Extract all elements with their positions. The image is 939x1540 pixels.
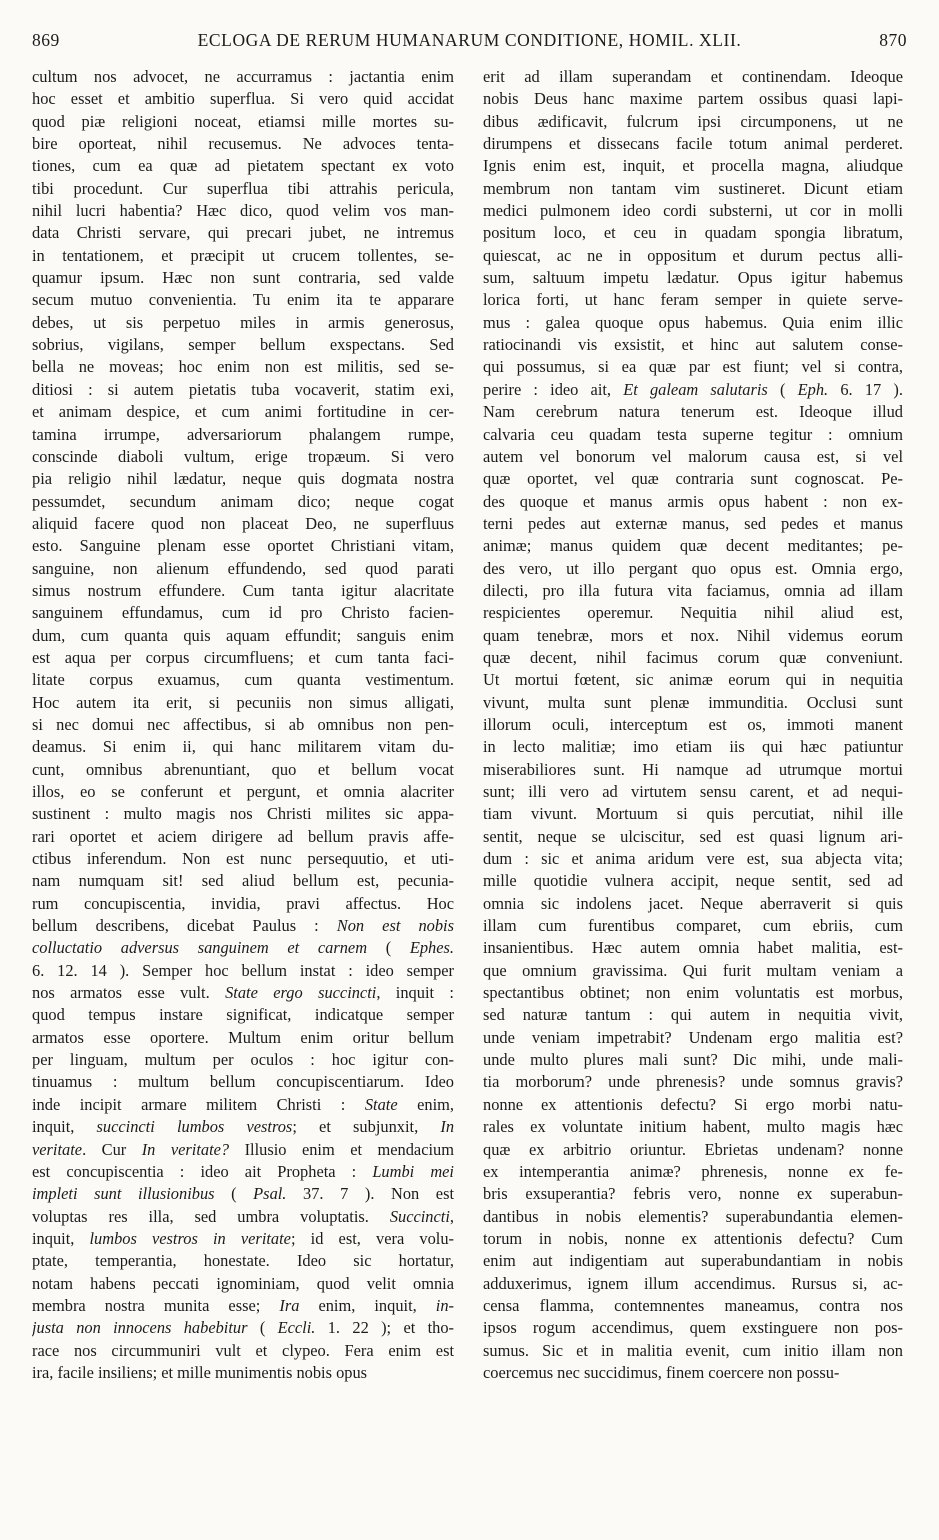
text-line: sumus. Sic et in malitia evenit, cum initio illam non [483, 1340, 903, 1360]
text-line: sobrius, vigilans, semper bellum exspectans. Sed [32, 335, 454, 355]
text-line: esto. Sanguine plenam esse oportet Christiani vitam, [32, 536, 454, 556]
text-line: dantibus in nobis elementis? superabundantia elemen- [483, 1206, 903, 1226]
text-line: race nos circummuniri vult et clypeo. Fera enim est [32, 1340, 454, 1360]
text-line: nam numquam sit! sed aliud bellum est, pecunia- [32, 871, 454, 891]
text-line: Nam cerebrum natura tenerum est. Ideoque illud [483, 402, 903, 422]
text-line: Ignis enim est, inquit, et procella magna, aliudque [483, 156, 903, 176]
text-line: quam tenebræ, mors et nox. Nihil videmus eorum [483, 625, 903, 645]
text-line: hoc esset et ambitio superflua. Si vero quid accidat [32, 89, 454, 109]
text-line: qui possumus, si ea quæ par est fiunt; vel si contra, [483, 357, 903, 377]
text-line: dibus ædificavit, fulcrum ipsi circumponens, ut ne [483, 111, 903, 131]
text-line: unde multo plures mali sunt? Dic mihi, unde mali- [483, 1050, 903, 1070]
text-line: tamina irrumpe, adversariorum phalangem rumpe, [32, 424, 454, 444]
text-line: colluctatio adversus sanguinem et carnem ( Ephes. [32, 938, 454, 958]
text-line: mille quotidie vulnera accipit, neque sentit, sed ad [483, 871, 903, 891]
text-line: nobis Deus hanc maxime partem ossibus quasi lapi- [483, 89, 903, 109]
text-line: ex intemperantia animæ? phrenesis, nonne ex fe- [483, 1161, 903, 1181]
text-line: quod piæ religioni noceat, etiamsi mille mortes su- [32, 111, 454, 131]
text-line: quod tempus instare significat, indicatque semper [32, 1005, 454, 1025]
text-line: que omnium gravissima. Qui furit multam veniam a [483, 960, 903, 980]
text-line: conscinde diaboli vultum, erige tropæum. Si vero [32, 446, 454, 466]
text-line: quiescat, ac ne in oppositum et durum pectus alli- [483, 245, 903, 265]
text-line: coercemus nec succidimus, finem coercere non possu- [483, 1362, 840, 1382]
text-line: calvaria ceu quadam testa superne tegitur : omnium [483, 424, 903, 444]
text-line: ira, facile insiliens; et mille munimentis nobis opus [32, 1362, 368, 1382]
text-line: respicientes operemur. Nequitia nihil aliud est, [483, 603, 903, 623]
text-line: secum mutuo convenientia. Tu enim ita te apparare [32, 290, 454, 310]
text-line: censa flamma, contemnentes maneamus, contra nos [483, 1295, 903, 1315]
text-line: enim aut indigentiam aut superabundantiam in nobis [483, 1251, 903, 1271]
text-line: dum, cum quanta quis aquam effundit; sanguis enim [32, 625, 454, 645]
right-text-column [483, 66, 903, 1384]
text-line: unde veniam impetrabit? Undenam ergo malitia est? [483, 1027, 903, 1047]
text-line: animæ; manus quidem quæ decent meditantes; pe- [483, 536, 903, 556]
text-line: miserabiliores sunt. Hi namque ad utrumque mortui [483, 759, 903, 779]
text-line: sentit, neque se ulciscitur, sed est quasi lignum ari- [483, 826, 903, 846]
text-line: est aqua per corpus circumfluens; et cum tanta faci- [32, 647, 454, 667]
text-line: inde incipit armare militem Christi : State enim, [32, 1094, 454, 1114]
text-line: 6. 12. 14 ). Semper hoc bellum instat : ideo semper [32, 960, 454, 980]
text-line: justa non innocens habebitur ( Eccli. 1. 22 ); et tho- [32, 1318, 454, 1338]
text-line: bellum describens, dicebat Paulus : Non est nobis [32, 916, 454, 936]
text-line: des quoque et manus armis opus habent : non ex- [483, 491, 903, 511]
text-line: sum, saltuum impetu lædatur. Opus igitur habemus [483, 268, 903, 288]
text-line: quæ decent, nihil facimus corum quæ conveniunt. [483, 647, 903, 667]
text-line: ratiocinandi vis exsistit, et hinc aut salutem conse- [483, 335, 903, 355]
text-line: illos, eo se conferunt et pergunt, et omnia alacriter [32, 782, 454, 801]
text-line: nonne ex attentionis defectu? Si ergo morbi natu- [483, 1094, 903, 1114]
text-line: litate corpus exuamus, cum quanta vestimentum. [32, 670, 454, 690]
text-line: nihil lucri habentia? Hæc dico, quod velim vos man- [32, 201, 454, 221]
text-line: ipsos rogum accendimus, quem exstinguere non pos- [483, 1318, 903, 1338]
text-line: quamur ipsum. Hæc non sunt contraria, sed valde [32, 268, 454, 288]
text-line: bella ne moveas; hoc enim non est militis, sed se- [32, 357, 454, 377]
text-line: cultum nos advocet, ne accurramus : jactantia enim [32, 67, 454, 86]
text-line: autem vel bonorum vel malorum causa est, si vel [483, 446, 903, 466]
text-line: pia religio nihil lædatur, neque quis dogmata nostra [32, 469, 454, 489]
text-line: perire : ideo ait, Et galeam salutaris ( Eph. 6. 17 ). [483, 379, 903, 399]
text-line: dirumpens et dissecans facile totum animal perderet. [483, 134, 903, 154]
text-line: membra nostra munita esse; Ira enim, inquit, in- [32, 1295, 454, 1315]
text-line: et animam despice, et cum animi fortitudine in cer- [32, 402, 454, 422]
text-line: terni pedes aut externæ manus, sed pedes et manus [483, 513, 903, 533]
text-line: omnia sic indolens jacet. Neque aberraverit si quis [483, 893, 903, 913]
text-line: Ut mortui fœtent, sic animæ eorum qui in nequitia [483, 670, 903, 690]
text-line: adduxerimus, ignem illum accendimus. Rursus si, ac- [483, 1273, 903, 1293]
text-line: tia morborum? unde phrenesis? unde somnus gravis? [483, 1072, 903, 1092]
text-line: sunt; illi vero ad virtutem sensu carent, et ad nequi- [483, 782, 903, 801]
text-line: sustinent : multo magis nos Christi milites sic appa- [32, 804, 454, 824]
text-line: impleti sunt illusionibus ( Psal. 37. 7 ). Non est [32, 1184, 454, 1204]
text-line: si nec domui nec affectibus, si ab omnibus non pen- [32, 714, 454, 734]
text-line: inquit, succincti lumbos vestros; et subjunxit, In [32, 1117, 454, 1137]
text-line: membrum non tantam vim sustineret. Dicunt etiam [483, 178, 903, 198]
text-line: dilecti, pro illa futura vita faciamus, omnia ad illam [483, 580, 903, 600]
text-line: ctibus inferendum. Non est nunc persequutio, et uti- [32, 849, 454, 869]
text-line: insanientibus. Hæc autem omnia habet malitia, est- [483, 938, 903, 958]
text-line: lorica forti, ut hanc feram semper in quiete serve- [483, 290, 903, 310]
text-line: vivunt, multa sunt plenæ immunditia. Occlusi sunt [483, 692, 903, 712]
text-line: spectantibus obtinet; non enim voluntatis est morbus, [483, 983, 903, 1003]
text-line: illam cum furentibus comparet, cum ebriis, cum [483, 916, 903, 936]
text-line: simus nostrum effundere. Cum tanta igitur alacritate [32, 580, 454, 600]
text-line: sanguine, non alienum effundendo, sed quod parati [32, 558, 454, 578]
text-line: mus : galea quoque opus habemus. Quia enim illic [483, 312, 903, 332]
text-line: pessumdet, secundum animam dico; neque cogat [32, 491, 454, 511]
text-line: voluptas res illa, sed umbra voluptatis. Succincti, [32, 1206, 454, 1226]
text-line: per linguam, multum per oculos : hoc igitur con- [32, 1050, 454, 1070]
text-line: cunt, omnibus abrenuntiant, quo et bellum vocat [32, 759, 454, 779]
text-line: quæ oportet, vel quæ contraria sunt cognoscat. Pe- [483, 469, 903, 489]
text-line: rum concupiscentia, invidia, pravi affectus. Hoc [32, 893, 454, 913]
text-line: ptate, temperantia, honestate. Ideo sic hortatur, [32, 1251, 454, 1271]
text-line: bris exsuperantia? febris vero, nonne ex superabun- [483, 1184, 903, 1204]
page-number-right: 870 [879, 30, 907, 50]
text-line: debes, ut sis perpetuo miles in armis generosus, [32, 312, 454, 332]
text-line: des vero, ut illo pergant quo opus est. Omnia ergo, [483, 558, 903, 578]
text-line: rales ex voluntate initium habent, multo magis hæc [483, 1117, 903, 1137]
text-line: sed naturæ tantum : qui autem in nequitia vivit, [483, 1005, 903, 1025]
text-line: illorum oculi, interceptum est os, immoti manent [483, 714, 903, 734]
text-line: rari oportet et aciem dirigere ad bellum pravis affe- [32, 826, 454, 846]
text-line: armatos esse oportere. Multum enim oritur bellum [32, 1027, 454, 1047]
running-title: ECLOGA DE RERUM HUMANARUM CONDITIONE, HOMIL. XLII. [197, 30, 742, 50]
text-line: veritate. Cur In veritate? Illusio enim et mendacium [32, 1139, 454, 1159]
text-line: data Christi servare, qui precari jubet, ne intremus [32, 223, 454, 243]
text-line: tiam vivunt. Mortuum si quis percutiat, nihil ille [483, 804, 903, 824]
text-line: erit ad illam superandam et continendam. Ideoque [483, 67, 903, 86]
page-number-left: 869 [32, 30, 60, 50]
left-text-column [32, 66, 454, 1384]
text-line: tinuamus : multum bellum concupiscentiarum. Ideo [32, 1072, 454, 1092]
text-line: nos armatos esse vult. State ergo succincti, inquit : [32, 983, 454, 1003]
text-line: in lecto malitiæ; imo etiam iis qui hæc patiuntur [483, 737, 903, 757]
text-line: aliquid facere quod non placeat Deo, ne superfluus [32, 513, 454, 533]
text-line: tiones, cum ea quæ ad pietatem spectant ex voto [32, 156, 454, 176]
text-line: deamus. Si enim ii, qui hanc militarem vitam du- [32, 737, 454, 757]
text-line: dum : sic et anima aridum vere est, sua abjecta vita; [483, 849, 903, 869]
text-line: in tentationem, et præcipit ut crucem tollentes, se- [32, 245, 454, 265]
text-line: ditiosi : si autem pietatis tuba vocaverit, statim exi, [32, 379, 454, 399]
text-line: Hoc autem ita erit, si pecuniis non simus alligati, [32, 692, 454, 712]
text-line: inquit, lumbos vestros in veritate; id est, vera volu- [32, 1228, 454, 1248]
text-line: quæ ex arbitrio oriuntur. Ebrietas undenam? nonne [483, 1139, 903, 1159]
text-line: notam habens peccati ignominiam, quod velit omnia [32, 1273, 454, 1293]
text-line: torum in nobis, nonne ex attentionis defectu? Cum [483, 1228, 903, 1248]
text-line: tibi procedunt. Cur superflua tibi attrahis pericula, [32, 178, 454, 198]
text-line: est concupiscentia : ideo ait Propheta : Lumbi mei [32, 1161, 454, 1181]
text-line: positum loco, et ceu in quadam spongia libratum, [483, 223, 903, 243]
text-line: medici pulmonem ideo cordi substerni, ut cor in molli [483, 201, 903, 221]
text-line: sanguinem effundamus, cum id pro Christo facien- [32, 603, 454, 623]
running-header [32, 30, 907, 58]
text-line: bire oporteat, nihil recusemus. Ne advoces tenta- [32, 134, 454, 154]
